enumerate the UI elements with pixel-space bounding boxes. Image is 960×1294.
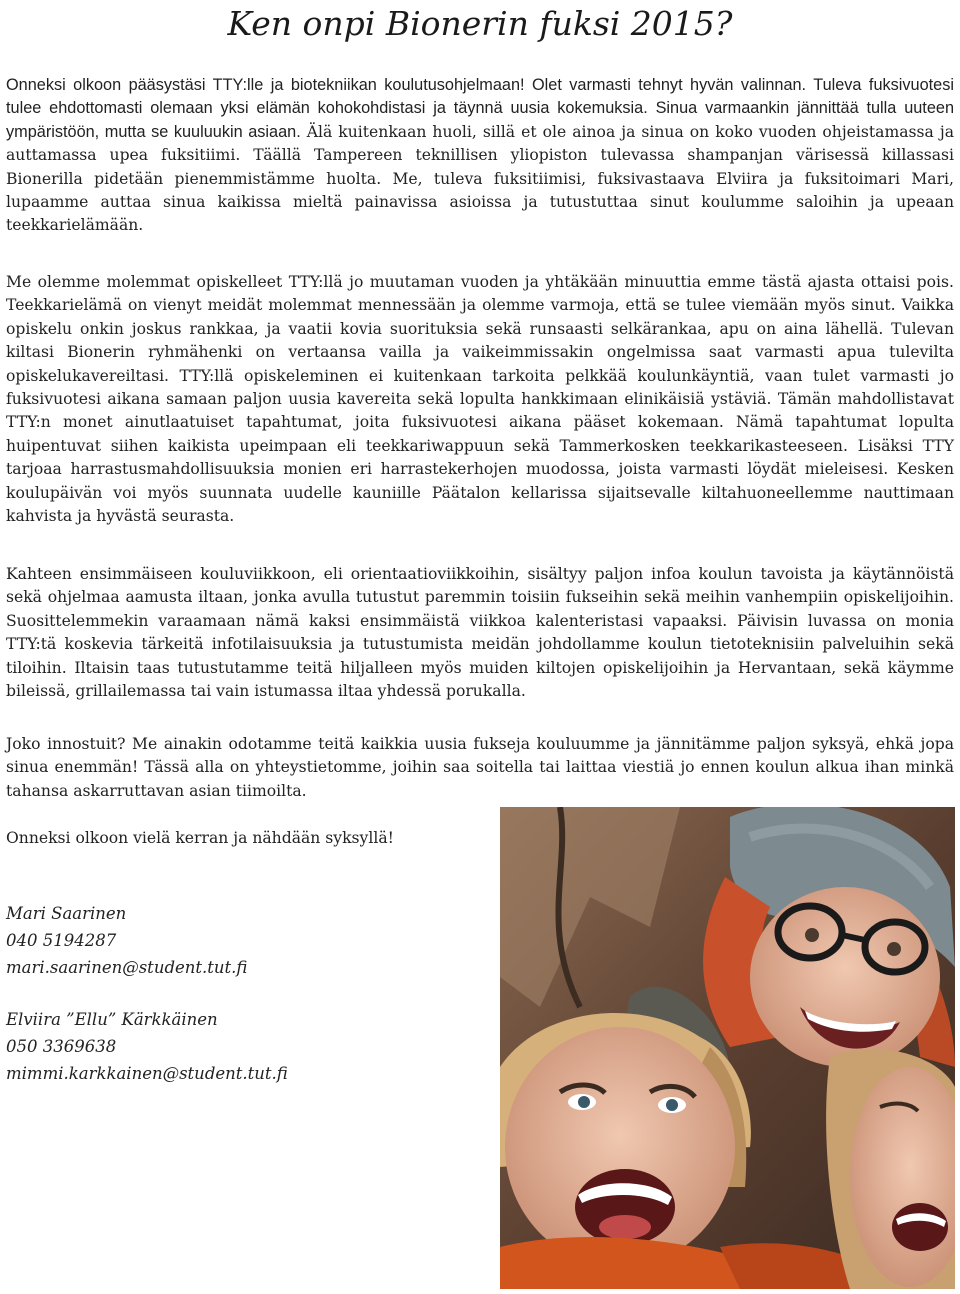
contact-phone: 050 3369638 xyxy=(6,1037,117,1056)
intro-paragraph-sans-part: Onneksi olkoon pääsystäsi TTY:lle ja biotekniikan koulutusohjelmaan! Olet varmasti tehnyt hyvän valinnan. Tuleva fuksivuotesi tulee ehdottomasti olemaan yksi elämän kohokohdistasi ja täynnä uusia kokemuksia. Sinua varmaankin jännittää tulla uuteen ympäristöön, mutta se kuuluukin asiaan. xyxy=(6,76,954,141)
page-title: Ken onpi Bionerin fuksi 2015? xyxy=(227,4,733,43)
selfie-illustration xyxy=(500,807,955,1289)
student-life-paragraph: Me olemme molemmat opiskelleet TTY:llä jo muutaman vuoden ja yhtäkään minuuttia emme tästä ajasta ottaisi pois. Teekkarielämä on vienyt meidät molemmat mennessään ja olemme varmoja, että se tulee viemään myös sinut. Vaikka opiskelu onkin joskus rankkaa, ja vaatii kovia suorituksia sekä runsaasti selkärankaa, apu on aina lähellä. Tulevan kiltasi Bionerin ryhmähenki on vertaansa vailla ja vaikeimmissakin ongelmissa saat varmasti apua tulevilta opiskelukavereiltasi. TTY:llä opiskeleminen ei kuitenkaan tarkoita pelkkää koulunkäyntiä, vaan tulet varmasti jo fuksivuotesi aikana samaan paljon uusia kavereita sekä lopulta hankkimaan elinikäisiä ystäviä. Tämän mahdollistavat TTY:n monet ainutlaatuiset tapahtumat, joita fuksivuotesi aikana pääset kokemaan. Nämä tapahtumat lopulta huipentuvat siihen kaikista upeimpaan eli teekkariwappuun sekä Tammerkosken teekkarikasteeseen. Lisäksi TTY tarjoaa harrastusmahdollisuuksia monien eri harrastekerhojen muodossa, joista varmasti löydät mieleisesi. Kesken koulupäivän voi myös suunnata uudelle kauniille Päätalon kellarissa sijaitsevalle kiltahuoneellemme nauttimaan kahvista ja hyvästä seurasta. xyxy=(6,273,954,526)
contact-phone: 040 5194287 xyxy=(6,931,117,950)
contact-block-elviira xyxy=(6,1006,476,1087)
intro-paragraph xyxy=(6,74,954,238)
selfie-photo xyxy=(500,807,955,1289)
intro-paragraph-serif-part: Älä kuitenkaan huoli, sillä et ole ainoa ja sinua on koko vuoden ohjeistamassa ja auttamassa upea fuksitiimi. Täällä Tampereen teknillisen yliopiston tulevassa shampanjan värisessä killassasi Bionerilla pidetään pienemmistämme huolta. Me, tuleva fuksitiimisi, fuksivastaava Elviira ja fuksitoimari Mari, lupaamme auttaa sinua kaikissa mieltä painavissa asioissa ja tutustuttaa sinut koulumme saloihin ja upeaan teekkarielämään. xyxy=(6,122,954,235)
closing-paragraph: Joko innostuit? Me ainakin odotamme teitä kaikkia uusia fukseja kouluumme ja jännitämme paljon syksyä, ehkä jopa sinua enemmän! Tässä alla on yhteystietomme, joihin saa soitella tai laittaa viestiä jo ennen koulun alkua ihan minkä tahansa askarruttavan asian tiimoilta. xyxy=(6,735,954,800)
farewell-line: Onneksi olkoon vielä kerran ja nähdään syksyllä! xyxy=(6,829,394,847)
contact-email: mari.saarinen@student.tut.fi xyxy=(6,958,248,977)
contact-block-mari xyxy=(6,900,476,981)
contact-email: mimmi.karkkainen@student.tut.fi xyxy=(6,1064,288,1083)
contact-name: Mari Saarinen xyxy=(6,904,127,923)
contact-name: Elviira ”Ellu” Kärkkäinen xyxy=(6,1010,218,1029)
orientation-paragraph: Kahteen ensimmäiseen kouluviikkoon, eli orientaatioviikkoihin, sisältyy paljon infoa koulun tavoista ja käytännöistä sekä ohjelmaa aamusta iltaan, jonka avulla tutustut paremmin toisiin fukseihin sekä meihin vanhempiin opiskelijoihin. Suosittelemmekin varaamaan nämä kaksi ensimmäistä viikkoa kalenteristasi vapaaksi. Päivisin luvassa on monia TTY:tä koskevia tärkeitä infotilaisuuksia ja tutustumista meidän johdollamme koulun tietoteknisiin palveluihin sekä tiloihin. Iltaisin taas tutustutamme teitä hiljalleen myös muiden kiltojen opiskelijoihin ja Hervantaan, sekä käymme bileissä, grillailemassa tai vain istumassa iltaa yhdessä porukalla. xyxy=(6,565,954,701)
